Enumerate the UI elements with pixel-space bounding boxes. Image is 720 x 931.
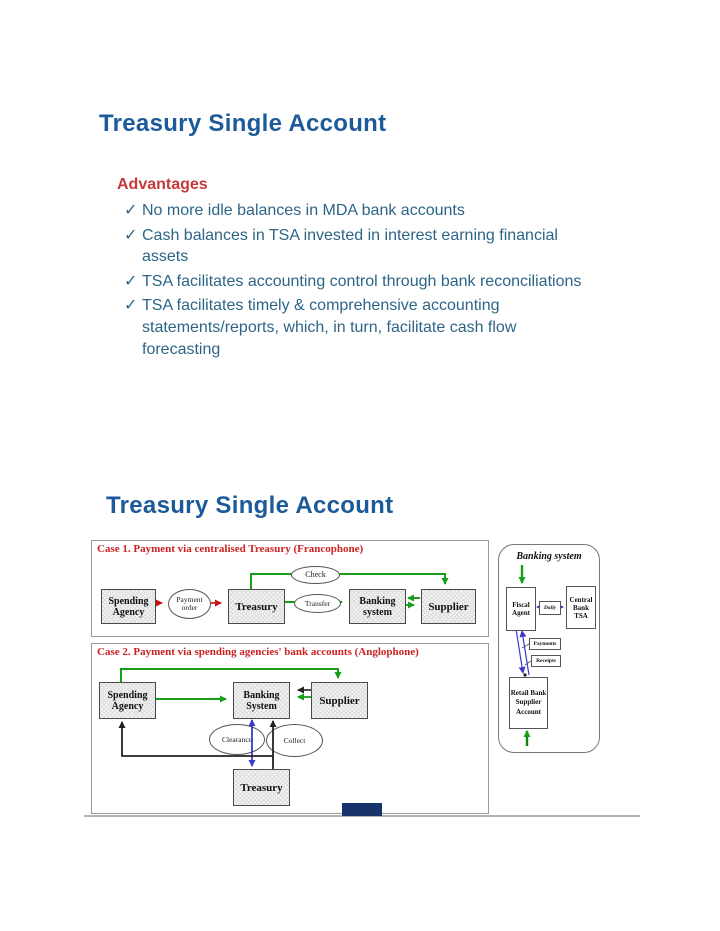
case1-payment-order-ellipse: Payment order — [168, 589, 211, 619]
page-title: Treasury Single Account — [99, 110, 387, 137]
receipts-label: Receipts — [531, 655, 561, 667]
page-title-2: Treasury Single Account — [106, 492, 394, 519]
advantages-list — [124, 200, 592, 363]
case1-supplier-box: Supplier — [421, 589, 476, 624]
bullet-text: TSA facilitates accounting control through bank reconciliations — [142, 272, 582, 290]
case2-arrows — [92, 644, 488, 813]
check-icon: ✓ — [124, 297, 138, 315]
bullet-text: TSA facilitates timely & comprehensive accounting statements/reports, which, in turn, facilitate cash flow forecasting — [142, 297, 517, 358]
case2-spending-agency-box: Spending Agency — [99, 682, 156, 719]
case2-panel — [91, 643, 489, 814]
case1-check-ellipse: Check — [291, 566, 340, 584]
list-item — [124, 225, 592, 268]
banking-system-panel — [498, 544, 600, 753]
bullet-text: No more idle balances in MDA bank accounts — [142, 202, 465, 219]
advantages-heading: Advantages — [117, 176, 208, 193]
case2-heading: Case 2. Payment via spending agencies' bank accounts (Anglophone) — [97, 646, 419, 658]
check-icon: ✓ — [124, 202, 138, 219]
navy-accent-bar — [342, 803, 382, 816]
case2-treasury-box: Treasury — [233, 769, 290, 806]
central-bank-tsa-box: Central Bank TSA — [566, 586, 596, 629]
case1-transfer-ellipse: Transfer — [294, 594, 341, 613]
case2-clearance-ellipse: Clearance — [209, 724, 265, 755]
fiscal-agent-box: Fiscal Agent — [506, 587, 536, 631]
list-item — [124, 295, 592, 360]
case1-panel — [91, 540, 489, 637]
daily-label: Daily — [539, 601, 561, 615]
case2-supplier-box: Supplier — [311, 682, 368, 719]
case1-heading: Case 1. Payment via centralised Treasury (Francophone) — [97, 543, 364, 555]
payments-label: Payments — [529, 638, 561, 650]
case1-banking-system-box: Banking system — [349, 589, 406, 624]
case1-spending-agency-box: Spending Agency — [101, 589, 156, 624]
list-item — [124, 271, 592, 293]
check-icon: ✓ — [124, 272, 138, 290]
case1-treasury-box: Treasury — [228, 589, 285, 624]
list-item — [124, 200, 592, 222]
case2-banking-system-box: Banking System — [233, 682, 290, 719]
case2-collect-ellipse: Collect — [266, 724, 323, 757]
bullet-text: Cash balances in TSA invested in interest earning financial assets — [142, 226, 558, 266]
retail-bank-supplier-account-box: Retail Bank Supplier Account — [509, 677, 548, 729]
check-icon: ✓ — [124, 226, 138, 244]
banking-system-title: Banking system — [516, 551, 582, 562]
